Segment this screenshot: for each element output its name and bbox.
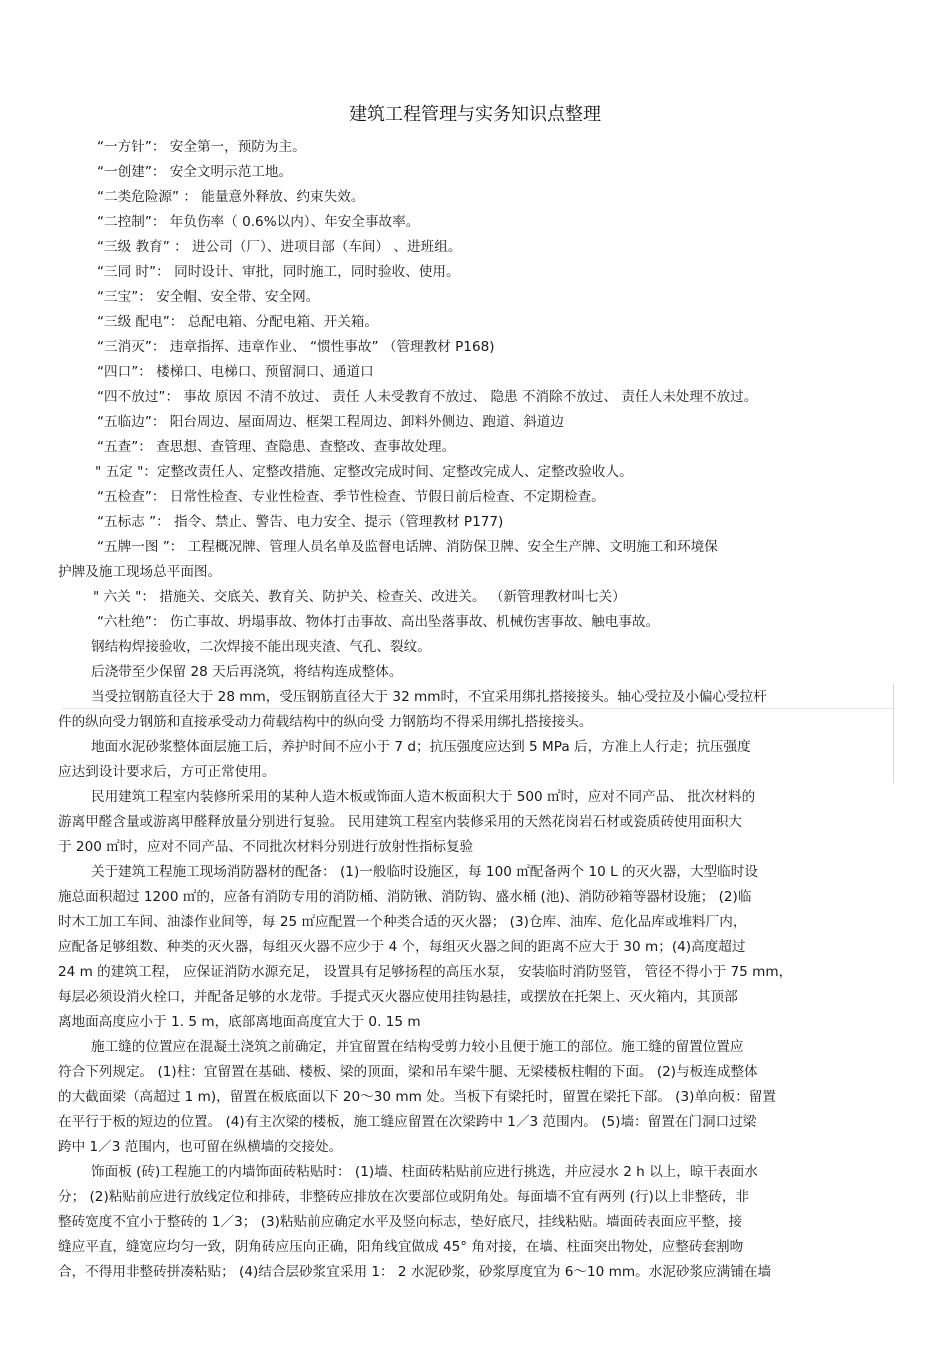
text-line: 在平行于板的短边的位置。 (4)有主次梁的楼板，施工缝应留置在次梁跨中 1／3 范围内。 (5)墙：留置在门洞口过梁 <box>58 1114 757 1130</box>
text-line: 跨中 1／3 范围内，也可留在纵横墙的交接处。 <box>58 1139 343 1155</box>
text-line: 缝应平直，缝宽应均匀一致，阴角砖应压向正确，阳角线宜做成 45° 角对接，在墙、柱面突出物处，应整砖套割吻 <box>58 1239 744 1255</box>
text-line: “二类危险源” ： 能量意外释放、约束失效。 <box>97 189 365 205</box>
text-line: “五检查”： 日常性检查、专业性检查、季节性检查、节假日前后检查、不定期检查。 <box>97 489 605 505</box>
text-line: 游离甲醛含量或游离甲醛释放量分别进行复验。 民用建筑工程室内装修采用的天然花岗岩石材或瓷质砖使用面积大 <box>58 814 743 830</box>
text-line: 施总面积超过 1200 ㎡的，应备有消防专用的消防桶、消防锹、消防钩、盛水桶 (池)、消防砂箱等器材设施； (2)临 <box>58 889 752 905</box>
text-line: 民用建筑工程室内装修所采用的某种人造木板或饰面人造木板面积大于 500 ㎡时，应对不同产品、 批次材料的 <box>91 789 756 805</box>
text-line: 地面水泥砂浆整体面层施工后，养护时间不应小于 7 d；抗压强度应达到 5 MPa 后，方准上人行走；抗压强度 <box>91 739 751 755</box>
text-line: 整砖宽度不宜小于整砖的 1／3； (3)粘贴前应确定水平及竖向标志，垫好底尺，挂线粘贴。墙面砖表面应平整，接 <box>58 1214 743 1230</box>
text-line: “五临边”： 阳台周边、屋面周边、框架工程周边、卸料外侧边、跑道、斜道边 <box>97 414 564 430</box>
text-line: 件的纵向受力钢筋和直接承受动力荷载结构中的纵向受 力钢筋均不得采用绑扎搭接接头。 <box>58 714 593 730</box>
text-line: “四不放过”： 事故 原因 不清不放过、 责任 人未受教育不放过、 隐患 不消除不放过、 责任人未处理不放过。 <box>97 389 758 405</box>
text-line: “一创建”： 安全文明示范工地。 <box>97 164 293 180</box>
text-line: 应达到设计要求后，方可正常使用。 <box>58 764 276 780</box>
text-line: “六杜绝”： 伤亡事故、坍塌事故、物体打击事故、高出坠落事故、机械伤害事故、触电事故。 <box>97 614 660 630</box>
text-line: “五牌一图 ”： 工程概况牌、管理人员名单及监督电话牌、消防保卫牌、安全生产牌、文明施工和环境保 <box>97 539 718 555</box>
text-line: 合，不得用非整砖拼凑粘贴； (4)结合层砂浆宜采用 1： 2 水泥砂浆，砂浆厚度宜为 6～10 mm。水泥砂浆应满铺在墙 <box>58 1264 772 1280</box>
divider <box>62 708 894 709</box>
text-line: “五查”： 查思想、查管理、查隐患、查整改、查事故处理。 <box>97 439 456 455</box>
text-line: 后浇带至少保留 28 天后再浇筑，将结构连成整体。 <box>91 664 403 680</box>
text-line: 钢结构焊接验收，二次焊接不能出现夹渣、气孔、裂纹。 <box>91 639 431 655</box>
text-line: 时木工加工车间、油漆作业间等，每 25 ㎡应配置一个种类合适的灭火器； (3)仓库、油库、危化品库或堆料厂内， <box>58 914 747 930</box>
text-line: 的大截面梁（高超过 1 m)，留置在板底面以下 20～30 mm 处。当板下有梁托时，留置在梁托下部。 (3)单向板：留置 <box>58 1089 776 1105</box>
text-line: “三级 教育” ： 进公司（厂）、进项目部（车间） 、进班组。 <box>97 239 462 255</box>
text-line: “五标志 ”： 指令、禁止、警告、电力安全、提示（管理教材 P177) <box>97 514 504 530</box>
text-line: " 六关 "： 措施关、交底关、教育关、防护关、检查关、改进关。 （新管理教材叫七关） <box>93 589 626 605</box>
text-line: " 五定 "：定整改责任人、定整改措施、定整改完成时间、定整改完成人、定整改验收人。 <box>95 464 633 480</box>
text-line: “一方针”： 安全第一，预防为主。 <box>97 139 306 155</box>
text-line: 施工缝的位置应在混凝土浇筑之前确定，并宜留置在结构受剪力较小且便于施工的部位。施工缝的留置位置应 <box>91 1039 744 1055</box>
divider <box>893 683 894 783</box>
text-line: 饰面板 (砖)工程施工的内墙饰面砖粘贴时： (1)墙、柱面砖粘贴前应进行挑选，并应浸水 2 h 以上，晾干表面水 <box>91 1164 758 1180</box>
text-line: “三同 时”： 同时设计、审批，同时施工，同时验收、使用。 <box>97 264 460 280</box>
text-line: 分； (2)粘贴前应进行放线定位和排砖，非整砖应排放在次要部位或阴角处。每面墙不宜有两列 (行)以上非整砖，非 <box>58 1189 750 1205</box>
text-line: 每层必须设消火栓口，并配备足够的水龙带。手提式灭火器应使用挂钩悬挂，或摆放在托架上、灭火箱内，其顶部 <box>58 989 738 1005</box>
text-line: “三宝”： 安全帽、安全带、安全网。 <box>97 289 320 305</box>
text-line: “三级 配电”： 总配电箱、分配电箱、开关箱。 <box>97 314 379 330</box>
text-line: “二控制”： 年负伤率（ 0.6%以内）、年安全事故率。 <box>97 214 420 230</box>
page-title: 建筑工程管理与实务知识点整理 <box>349 104 601 125</box>
text-line: 关于建筑工程施工现场消防器材的配备： (1)一般临时设施区，每 100 ㎡配备两个 10 L 的灭火器，大型临时设 <box>91 864 758 880</box>
text-line: 护牌及施工现场总平面图。 <box>58 564 222 580</box>
text-line: “四口”： 楼梯口、电梯口、预留洞口、通道口 <box>97 364 374 380</box>
text-line: 于 200 ㎡时，应对不同产品、不同批次材料分别进行放射性指标复验 <box>58 839 474 855</box>
text-line: 符合下列规定。 (1)柱：宜留置在基础、楼板、梁的顶面，梁和吊车梁牛腿、无梁楼板柱帽的下面。 (2)与板连成整体 <box>58 1064 758 1080</box>
text-line: 24 m 的建筑工程， 应保证消防水源充足， 设置具有足够扬程的高压水泵， 安装临时消防竖管， 管径不得小于 75 mm， <box>58 964 793 980</box>
text-line: 离地面高度应小于 1. 5 m，底部离地面高度宜大于 0. 15 m <box>58 1014 421 1030</box>
text-line: 应配备足够组数、种类的灭火器，每组灭火器不应少于 4 个，每组灭火器之间的距离不应大于 30 m；(4)高度超过 <box>58 939 746 955</box>
text-line: “三消灭”： 违章指挥、违章作业、 “惯性事故” （管理教材 P168) <box>97 339 495 355</box>
text-line: 当受拉钢筋直径大于 28 mm，受压钢筋直径大于 32 mm时，不宜采用绑扎搭接接头。轴心受拉及小偏心受拉杆 <box>91 689 767 705</box>
